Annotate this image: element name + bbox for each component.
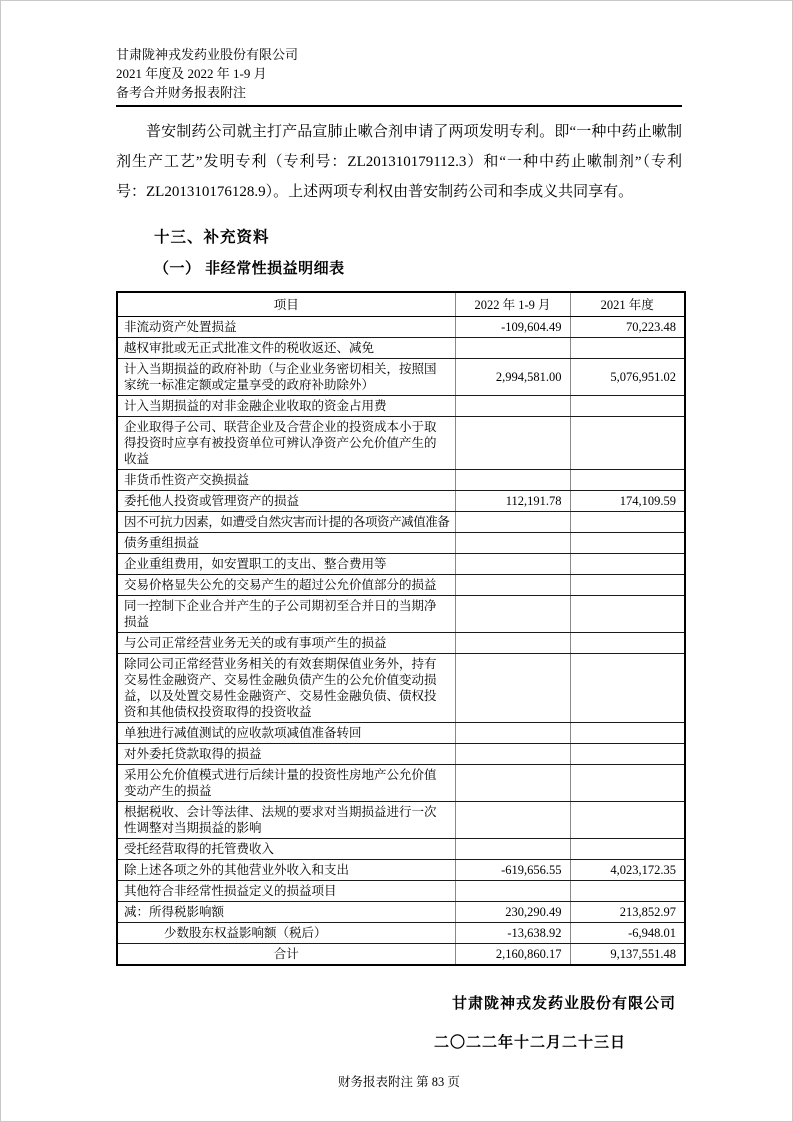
item-cell: 企业重组费用，如安置职工的支出、整合费用等: [117, 554, 455, 575]
value-2021-cell: -6,948.01: [570, 923, 685, 944]
section-heading: 十三、补充资料: [154, 229, 270, 246]
value-2021-cell: [570, 744, 685, 765]
value-2022-cell: -13,638.92: [455, 923, 570, 944]
table-row: [117, 633, 685, 654]
table-row: [117, 596, 685, 633]
table-row: [117, 417, 685, 470]
table-header-row: [117, 292, 685, 317]
value-2022-cell: [455, 512, 570, 533]
value-2022-cell: [455, 554, 570, 575]
table-row: [117, 765, 685, 802]
value-2021-cell: 5,076,951.02: [570, 359, 685, 396]
value-2021-cell: [570, 654, 685, 723]
item-cell: 企业取得子公司、联营企业及合营企业的投资成本小于取得投资时应享有被投资单位可辨认净资产公允价值产生的收益: [117, 417, 455, 470]
value-2022-cell: 230,290.49: [455, 902, 570, 923]
value-2022-cell: 2,994,581.00: [455, 359, 570, 396]
table-row: [117, 533, 685, 554]
value-2022-cell: [455, 396, 570, 417]
value-2022-cell: [455, 765, 570, 802]
table-row: [117, 575, 685, 596]
table-row: [117, 512, 685, 533]
value-2021-cell: 9,137,551.48: [570, 944, 685, 966]
table-row: [117, 396, 685, 417]
col-header-2022: 2022 年 1-9 月: [455, 292, 570, 317]
value-2022-cell: [455, 470, 570, 491]
table-row: [117, 839, 685, 860]
value-2021-cell: [570, 765, 685, 802]
item-cell: 因不可抗力因素，如遭受自然灾害而计提的各项资产减值准备: [117, 512, 455, 533]
item-cell: 合计: [117, 944, 455, 966]
doc-header-company: 甘肃陇神戎发药业股份有限公司: [116, 47, 299, 62]
item-cell: 非货币性资产交换损益: [117, 470, 455, 491]
value-2021-cell: [570, 338, 685, 359]
value-2022-cell: [455, 654, 570, 723]
item-cell: 单独进行减值测试的应收款项减值准备转回: [117, 723, 455, 744]
table-row: [117, 902, 685, 923]
page-footer-note: 财务报表附注 第 83 页: [338, 1075, 460, 1089]
item-cell: 计入当期损益的政府补助（与企业业务密切相关，按照国家统一标准定额或定量享受的政府补助除外）: [117, 359, 455, 396]
item-cell: 委托他人投资或管理资产的损益: [117, 491, 455, 512]
value-2022-cell: [455, 744, 570, 765]
item-cell: 除同公司正常经营业务相关的有效套期保值业务外，持有交易性金融资产、交易性金融负债产生的公允价值变动损益，以及处置交易性金融资产、交易性金融负债、债权投资和其他债权投资取得的投资收益: [117, 654, 455, 723]
item-cell: 根据税收、会计等法律、法规的要求对当期损益进行一次性调整对当期损益的影响: [117, 802, 455, 839]
value-2021-cell: 4,023,172.35: [570, 860, 685, 881]
item-cell: 计入当期损益的对非金融企业收取的资金占用费: [117, 396, 455, 417]
doc-header-period: 2021 年度及 2022 年 1-9 月: [116, 66, 267, 81]
value-2022-cell: -619,656.55: [455, 860, 570, 881]
col-header-2021: 2021 年度: [570, 292, 685, 317]
value-2022-cell: [455, 533, 570, 554]
value-2021-cell: [570, 512, 685, 533]
value-2021-cell: 174,109.59: [570, 491, 685, 512]
value-2022-cell: [455, 802, 570, 839]
value-2021-cell: [570, 839, 685, 860]
subsection-heading: （一） 非经常性损益明细表: [154, 260, 345, 277]
value-2022-cell: [455, 723, 570, 744]
value-2022-cell: 2,160,860.17: [455, 944, 570, 966]
page-content: [1, 1, 792, 1090]
doc-header: [116, 45, 682, 107]
table-row: [117, 802, 685, 839]
value-2022-cell: [455, 633, 570, 654]
table-row: [117, 654, 685, 723]
item-cell: 债务重组损益: [117, 533, 455, 554]
table-row: [117, 881, 685, 902]
value-2021-cell: 70,223.48: [570, 317, 685, 338]
non-recurring-items-table: [116, 291, 686, 966]
table-row: [117, 744, 685, 765]
table-row: [117, 923, 685, 944]
item-cell: 减：所得税影响额: [117, 902, 455, 923]
table-row: [117, 944, 685, 966]
item-cell: 对外委托贷款取得的损益: [117, 744, 455, 765]
value-2022-cell: [455, 417, 570, 470]
value-2022-cell: -109,604.49: [455, 317, 570, 338]
value-2021-cell: [570, 596, 685, 633]
value-2022-cell: [455, 881, 570, 902]
value-2021-cell: [570, 881, 685, 902]
item-cell: 其他符合非经常性损益定义的损益项目: [117, 881, 455, 902]
item-cell: 同一控制下企业合并产生的子公司期初至合并日的当期净损益: [117, 596, 455, 633]
signature-date: 二〇二二年十二月二十三日: [433, 1034, 626, 1051]
value-2021-cell: [570, 470, 685, 491]
value-2021-cell: 213,852.97: [570, 902, 685, 923]
item-cell: 越权审批或无正式批准文件的税收返还、减免: [117, 338, 455, 359]
value-2021-cell: [570, 396, 685, 417]
item-cell: 受托经营取得的托管费收入: [117, 839, 455, 860]
value-2021-cell: [570, 723, 685, 744]
value-2021-cell: [570, 554, 685, 575]
value-2022-cell: [455, 839, 570, 860]
table-row: [117, 317, 685, 338]
signature-company: 甘肃陇神戎发药业股份有限公司: [451, 995, 676, 1012]
value-2021-cell: [570, 575, 685, 596]
item-cell: 非流动资产处置损益: [117, 317, 455, 338]
item-cell: 与公司正常经营业务无关的或有事项产生的损益: [117, 633, 455, 654]
value-2021-cell: [570, 417, 685, 470]
value-2021-cell: [570, 802, 685, 839]
item-cell: 少数股东权益影响额（税后）: [117, 923, 455, 944]
table-row: [117, 554, 685, 575]
value-2022-cell: [455, 575, 570, 596]
table-row: [117, 470, 685, 491]
item-cell: 除上述各项之外的其他营业外收入和支出: [117, 860, 455, 881]
patent-paragraph: 普安制药公司就主打产品宣肺止嗽合剂申请了两项发明专利。即“一种中药止嗽制剂生产工艺”发明专利（专利号：ZL201310179112.3）和“一种中药止嗽制剂”（专利号：ZL201310176128.9）。上述两项专利权由普安制药公司和李成义共同享有。: [116, 124, 682, 200]
value-2022-cell: [455, 338, 570, 359]
col-header-item: 项目: [117, 292, 455, 317]
value-2021-cell: [570, 533, 685, 554]
table-row: [117, 359, 685, 396]
table-row: [117, 723, 685, 744]
value-2021-cell: [570, 633, 685, 654]
item-cell: 交易价格显失公允的交易产生的超过公允价值部分的损益: [117, 575, 455, 596]
value-2022-cell: 112,191.78: [455, 491, 570, 512]
table-row: [117, 491, 685, 512]
item-cell: 采用公允价值模式进行后续计量的投资性房地产公允价值变动产生的损益: [117, 765, 455, 802]
table-row: [117, 338, 685, 359]
table-row: [117, 860, 685, 881]
value-2022-cell: [455, 596, 570, 633]
doc-header-title: 备考合并财务报表附注: [116, 85, 247, 100]
